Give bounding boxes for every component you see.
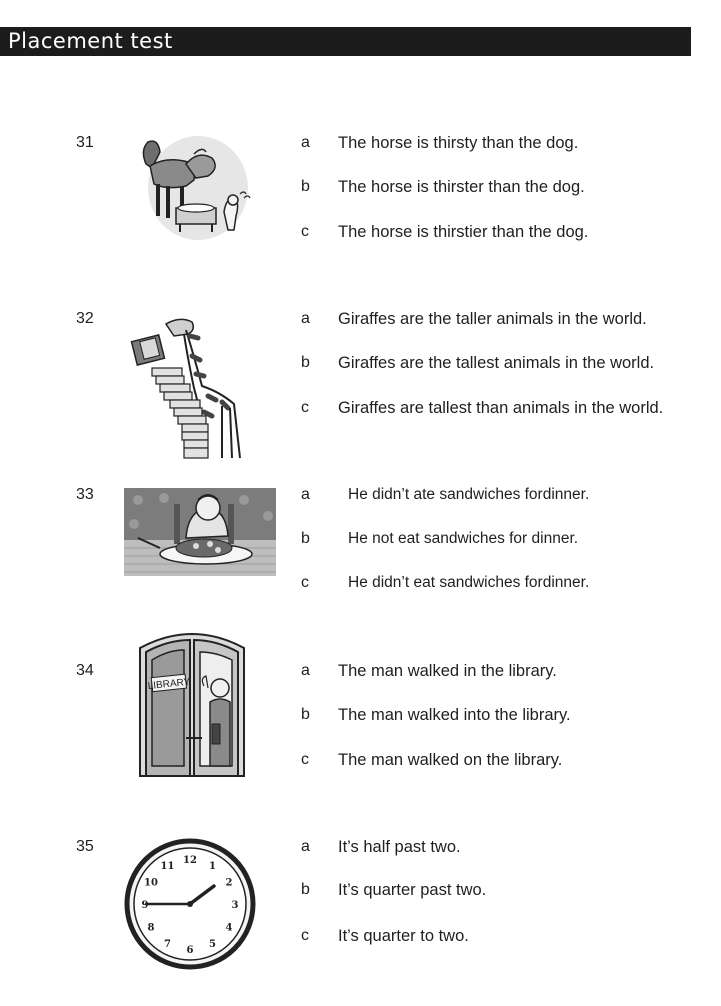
option-c[interactable] [0, 927, 721, 951]
option-c[interactable] [0, 223, 721, 247]
option-text: He not eat sandwiches for dinner. [348, 530, 579, 547]
option-letter: b [301, 530, 310, 547]
option-letter: b [301, 354, 310, 371]
option-a[interactable] [0, 486, 721, 510]
clock-number: 2 [225, 877, 233, 889]
clock-number: 12 [183, 855, 197, 866]
option-letter: a [301, 486, 310, 503]
option-a[interactable] [0, 134, 721, 158]
clock-number: 1 [209, 861, 216, 872]
option-a[interactable] [0, 838, 721, 862]
question-number: 34 [76, 662, 94, 679]
option-b[interactable] [0, 354, 721, 378]
option-text: He didn’t eat sandwiches fordinner. [348, 574, 590, 591]
option-letter: b [301, 881, 310, 898]
clock-number: 10 [144, 877, 158, 889]
option-letter: c [301, 927, 309, 944]
question-number: 31 [76, 134, 94, 151]
question-number: 35 [76, 838, 94, 855]
option-letter: a [301, 662, 310, 679]
option-letter: c [301, 399, 309, 416]
clock-number: 6 [186, 945, 194, 956]
option-text: It’s quarter to two. [338, 927, 469, 945]
option-text: Giraffes are the taller animals in the world. [338, 310, 647, 328]
giraffe-books-illustration [130, 316, 256, 464]
option-text: The man walked on the library. [338, 751, 563, 769]
option-text: The man walked into the library. [338, 706, 571, 724]
question-number: 32 [76, 310, 94, 327]
option-text: The man walked in the library. [338, 662, 557, 680]
option-text: Giraffes are the tallest animals in the world. [338, 354, 655, 372]
option-b[interactable] [0, 706, 721, 730]
option-text: The horse is thirster than the dog. [338, 178, 585, 196]
option-text: He didn’t ate sandwiches fordinner. [348, 486, 590, 503]
page-header [0, 27, 691, 56]
library-sign: LIBRARY [147, 676, 191, 693]
option-b[interactable] [0, 530, 721, 554]
option-b[interactable] [0, 178, 721, 202]
option-letter: a [301, 310, 310, 327]
page-title: Placement test [8, 29, 173, 53]
option-letter: b [301, 178, 310, 195]
clock-number: 4 [225, 922, 233, 934]
clock-number: 8 [147, 922, 155, 934]
option-c[interactable] [0, 751, 721, 775]
option-c[interactable] [0, 574, 721, 598]
option-text: It’s half past two. [338, 838, 461, 856]
clock-number: 3 [231, 900, 239, 911]
option-letter: a [301, 134, 310, 151]
option-c[interactable] [0, 399, 721, 423]
option-text: The horse is thirstier than the dog. [338, 223, 589, 241]
clock-number: 11 [160, 861, 175, 872]
clock-number: 9 [141, 900, 149, 911]
question-number: 33 [76, 486, 94, 503]
clock-number: 5 [209, 939, 216, 950]
option-a[interactable] [0, 310, 721, 334]
option-text: Giraffes are tallest than animals in the world. [338, 399, 664, 417]
option-letter: b [301, 706, 310, 723]
option-text: It’s quarter past two. [338, 881, 487, 899]
option-letter: a [301, 838, 310, 855]
option-letter: c [301, 751, 309, 768]
option-letter: c [301, 223, 309, 240]
clock-number: 7 [164, 939, 171, 950]
option-b[interactable] [0, 881, 721, 905]
option-a[interactable] [0, 662, 721, 686]
option-text: The horse is thirsty than the dog. [338, 134, 579, 152]
option-letter: c [301, 574, 309, 591]
